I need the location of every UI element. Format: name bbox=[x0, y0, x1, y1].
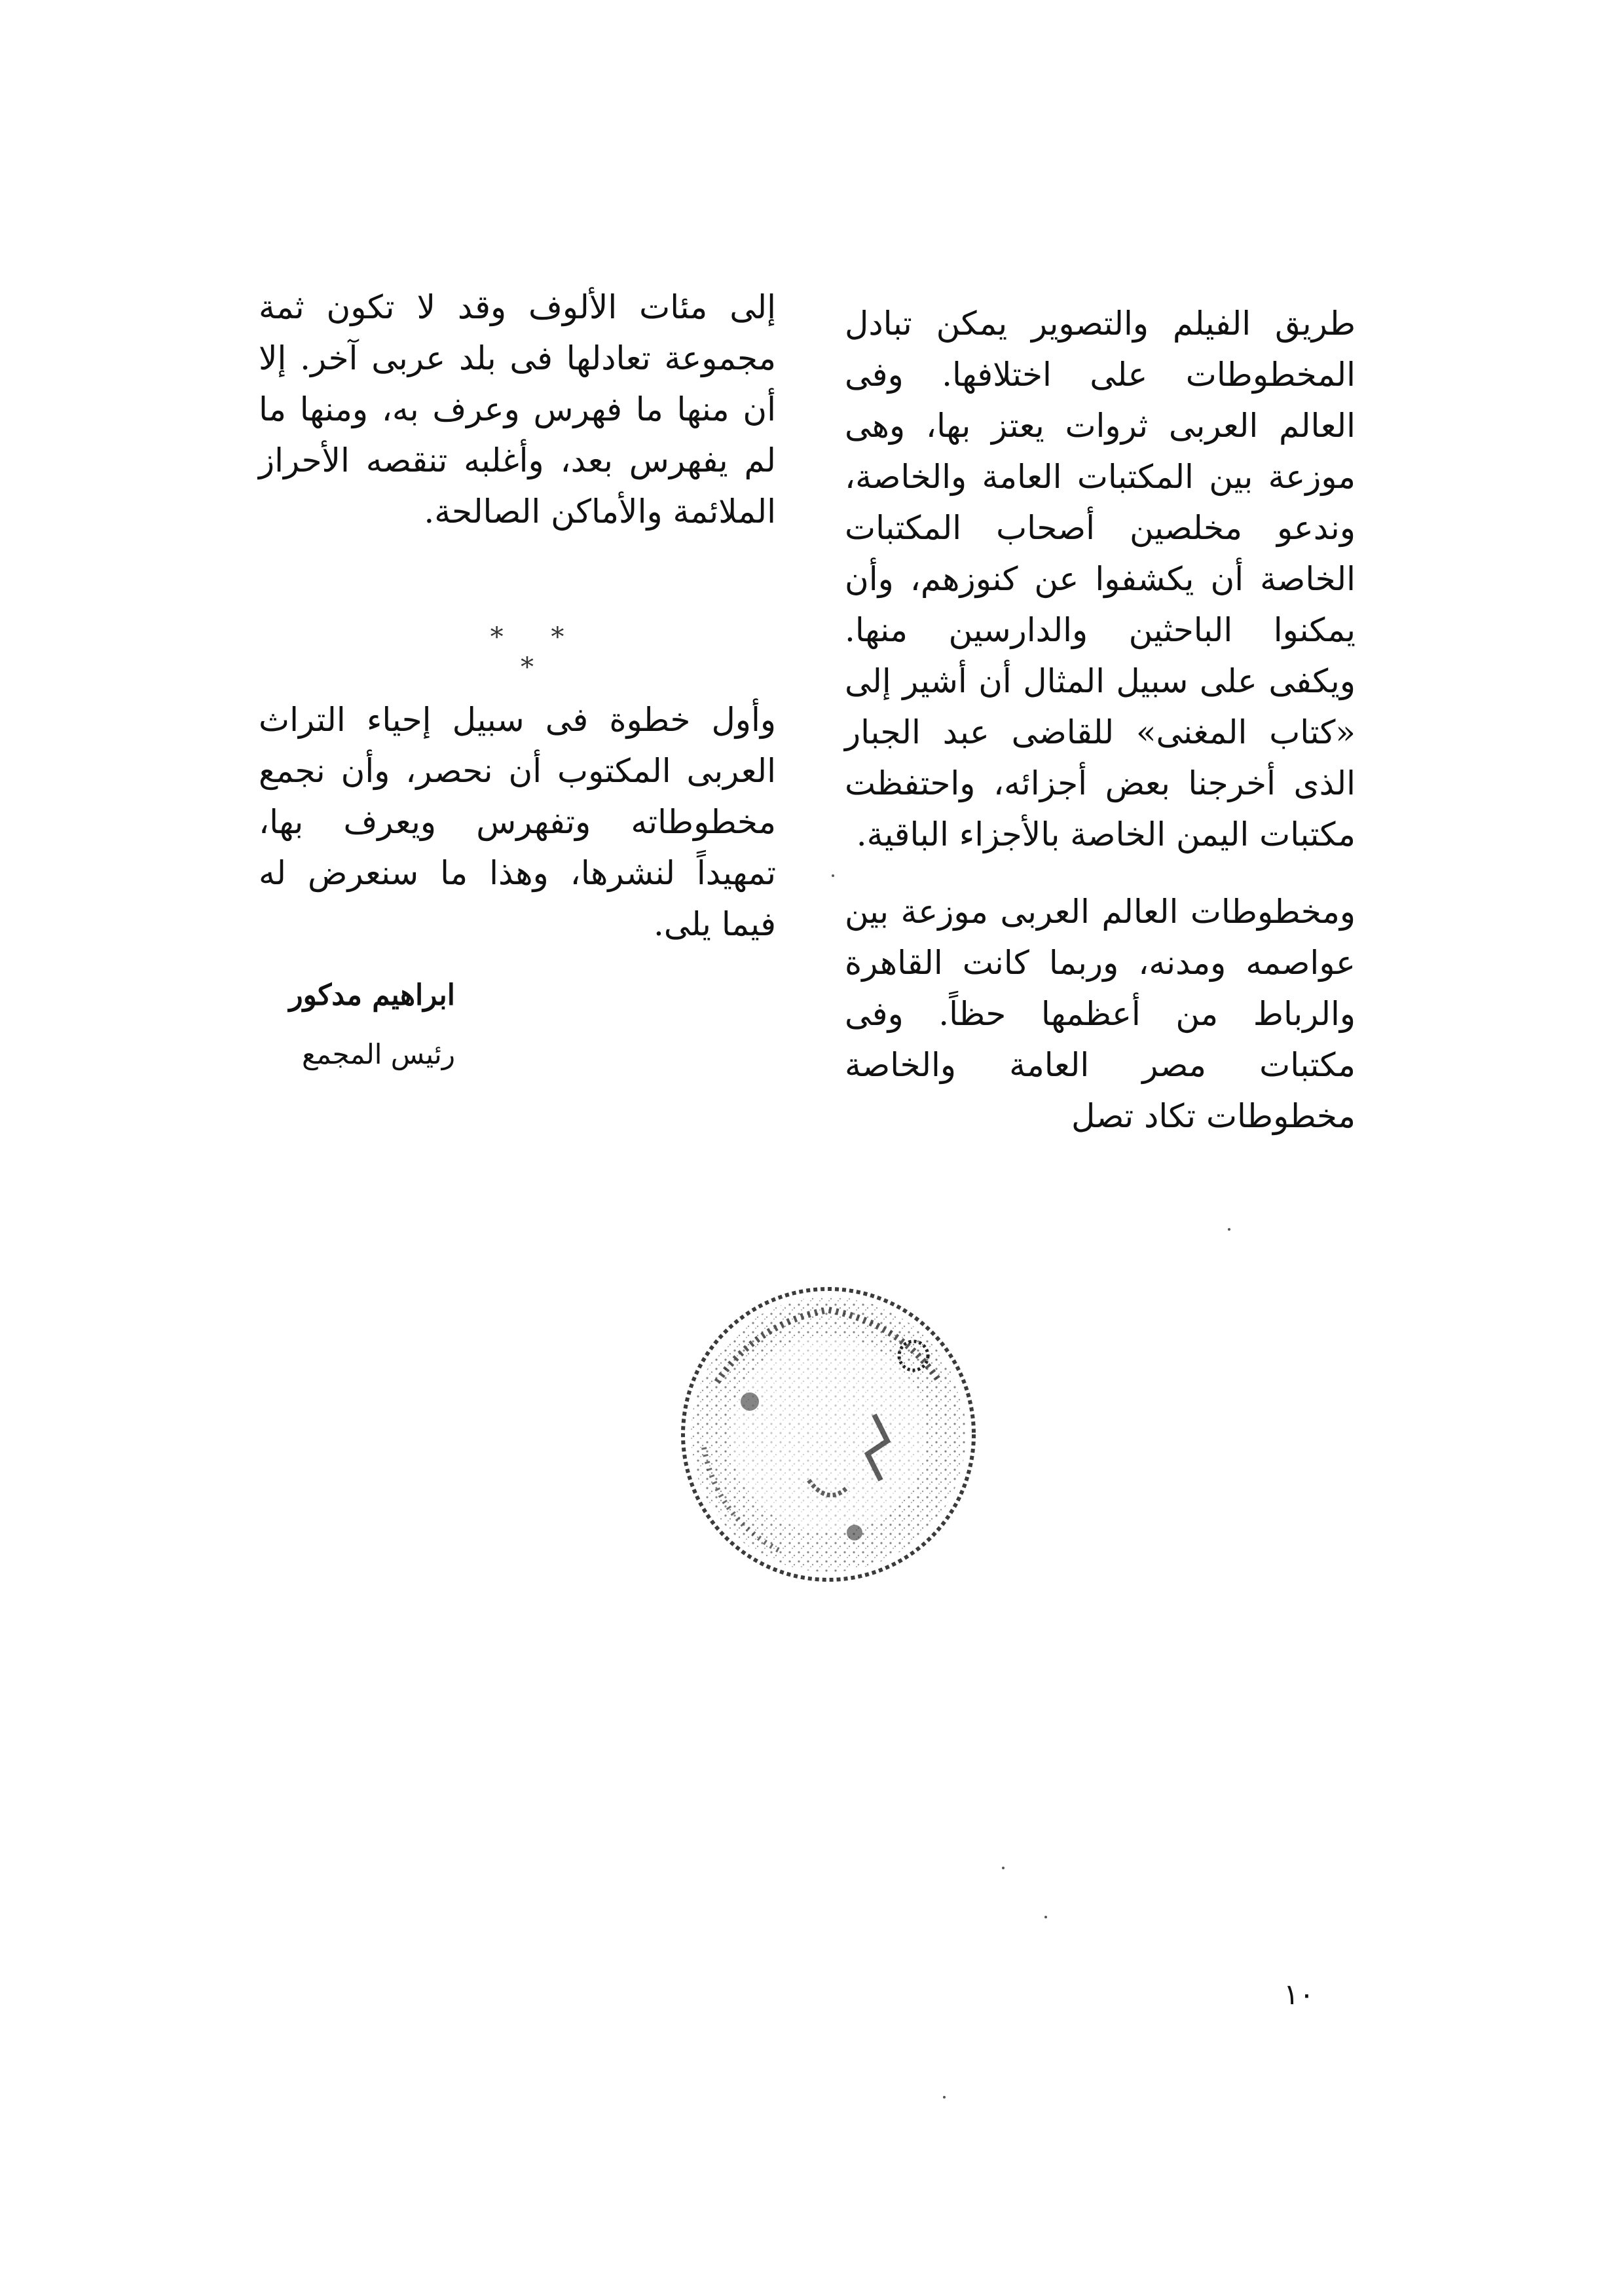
scan-speck bbox=[1002, 1867, 1005, 1869]
library-seal-stamp bbox=[678, 1284, 979, 1585]
section-divider: * * * bbox=[490, 622, 584, 682]
signature-name: ابراهيم مدكور bbox=[289, 979, 455, 1012]
left-paragraph-2: وأول خطوة فى سبيل إحياء التراث العربى المكتوب أن نحصر، وأن نجمع مخطوطاته وتفهرس ويعرف بها، تمهيداً لنشرها، وهذا ما سنعرض له فيما يلى. bbox=[259, 701, 776, 943]
left-paragraph-1: إلى مئات الألوف وقد لا تكون ثمة مجموعة تعادلها فى بلد عربى آخر. إلا أن منها ما فهرس وعرف به، ومنها ما لم يفهرس بعد، وأغلبه تنقصه الأحراز الملائمة والأماكن الصالحة. bbox=[259, 288, 776, 531]
right-text-column bbox=[845, 298, 1356, 1142]
signature-title: رئيس المجمع bbox=[301, 1038, 455, 1070]
page-number: ١٠ bbox=[1283, 1978, 1315, 2011]
scan-speck bbox=[1044, 1916, 1047, 1918]
right-paragraph-2: ومخطوطات العالم العربى موزعة بين عواصمه ومدنه، وربما كانت القاهرة والرباط من أعظمها حظاً. وفى مكتبات مصر العامة والخاصة مخطوطات تكاد تصل bbox=[845, 893, 1356, 1135]
scan-speck bbox=[1228, 1228, 1230, 1231]
scan-speck bbox=[832, 874, 834, 877]
left-text-column bbox=[259, 282, 776, 537]
left-text-column-lower bbox=[259, 694, 776, 950]
right-paragraph-1: طريق الفيلم والتصوير يمكن تبادل المخطوطات على اختلافها. وفى العالم العربى ثروات يعتز بها، وهى موزعة بين المكتبات العامة والخاصة، وندعو مخلصين أصحاب المكتبات الخاصة أن يكشفوا عن كنوزهم، وأن يمكنوا الباحثين والدارسين منها. ويكفى على سبيل المثال أن أشير إلى «كتاب المغنى» للقاضى عبد الجبار الذى أخرجنا بعض أجزائه، واحتفظت مكتبات اليمن الخاصة بالأجزاء الباقية. bbox=[845, 305, 1356, 853]
scan-speck bbox=[943, 2096, 946, 2099]
